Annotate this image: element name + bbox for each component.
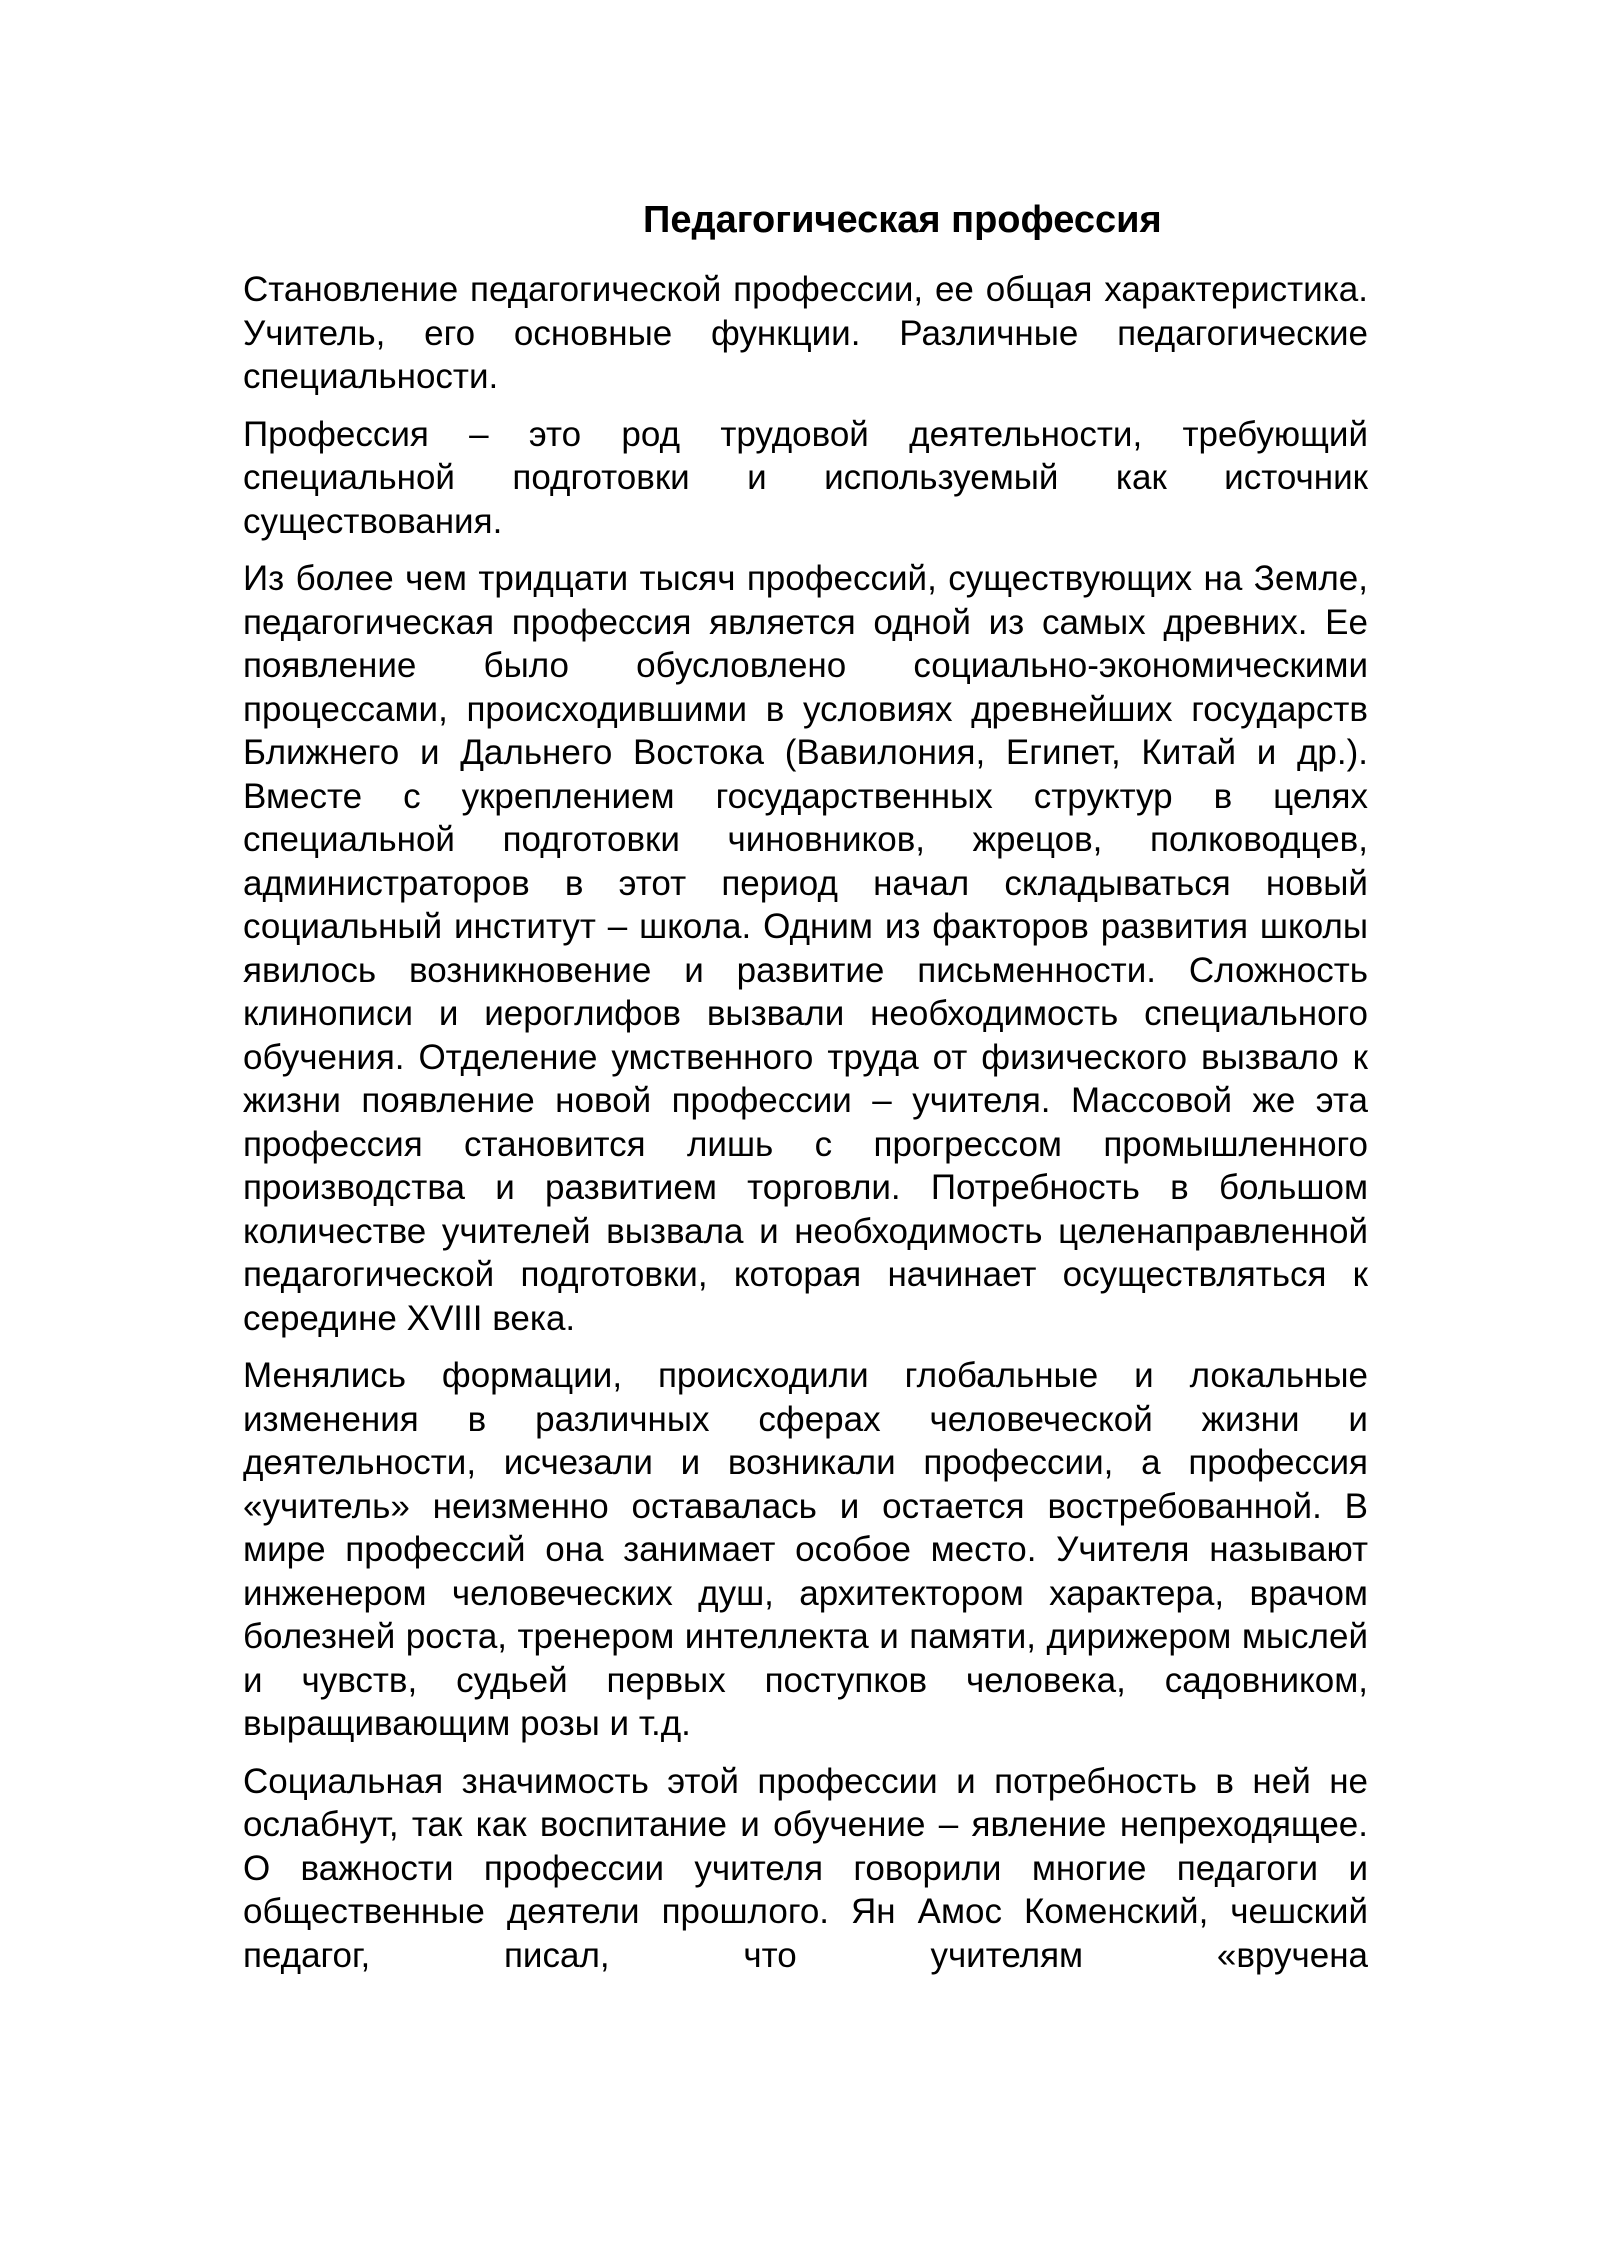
document-title: Педагогическая профессия — [643, 199, 1162, 241]
paragraph-intro: Становление педагогической профессии, ее общая характеристика. Учитель, его основные функции. Различные педагогические специальности. — [243, 270, 1368, 396]
paragraph-definition: Профессия – это род трудовой деятельности, требующий специальной подготовки и используемый как источник существования. — [243, 414, 1368, 541]
paragraph-history: Из более чем тридцати тысяч профессий, существующих на Земле, педагогическая профессия является одной из самых древних. Ее появление было обусловлено социально-экономическими процессами, происходившими в условиях древнейших государств Ближнего и Дальнего Востока (Вавилония, Египет, Китай и др.). Вместе с укреплением государственных структур в целях специальной подготовки чиновников, жрецов, полководцев, администраторов в этот период начал складываться новый социальный институт – школа. Одним из факторов развития школы явилось возникновение и развитие письменности. Сложность клинописи и иероглифов вызвали необходимость специального обучения. Отделение умственного труда от физического вызвало к жизни появление новой профессии – учителя. Массовой же эта профессия становится лишь с прогрессом промышленного производства и развитием торговли. Потребность в большом количестве учителей вызвала и необходимость целенаправленной педагогической подготовки, которая начинает осуществляться к середине XVIII века. — [243, 559, 1368, 1338]
document-page — [243, 178, 1368, 1977]
paragraph-significance: Социальная значимость этой профессии и потребность в ней не ослабнут, так как воспитание и обучение – явление непреходящее. О важности профессии учителя говорили многие педагоги и общественные деятели прошлого. Ян Амос Коменский, чешский педагог, писал, что учителям «вручена — [243, 1761, 1368, 1975]
paragraph-role: Менялись формации, происходили глобальные и локальные изменения в различных сферах человеческой жизни и деятельности, исчезали и возникали профессии, а профессия «учитель» неизменно оставалась и остается востребованной. В мире профессий она занимает особое место. Учителя называют инженером человеческих душ, архитектором характера, врачом болезней роста, тренером интеллекта и памяти, дирижером мыслей и чувств, судьей первых поступков человека, садовником, выращивающим розы и т.д. — [243, 1356, 1368, 1743]
